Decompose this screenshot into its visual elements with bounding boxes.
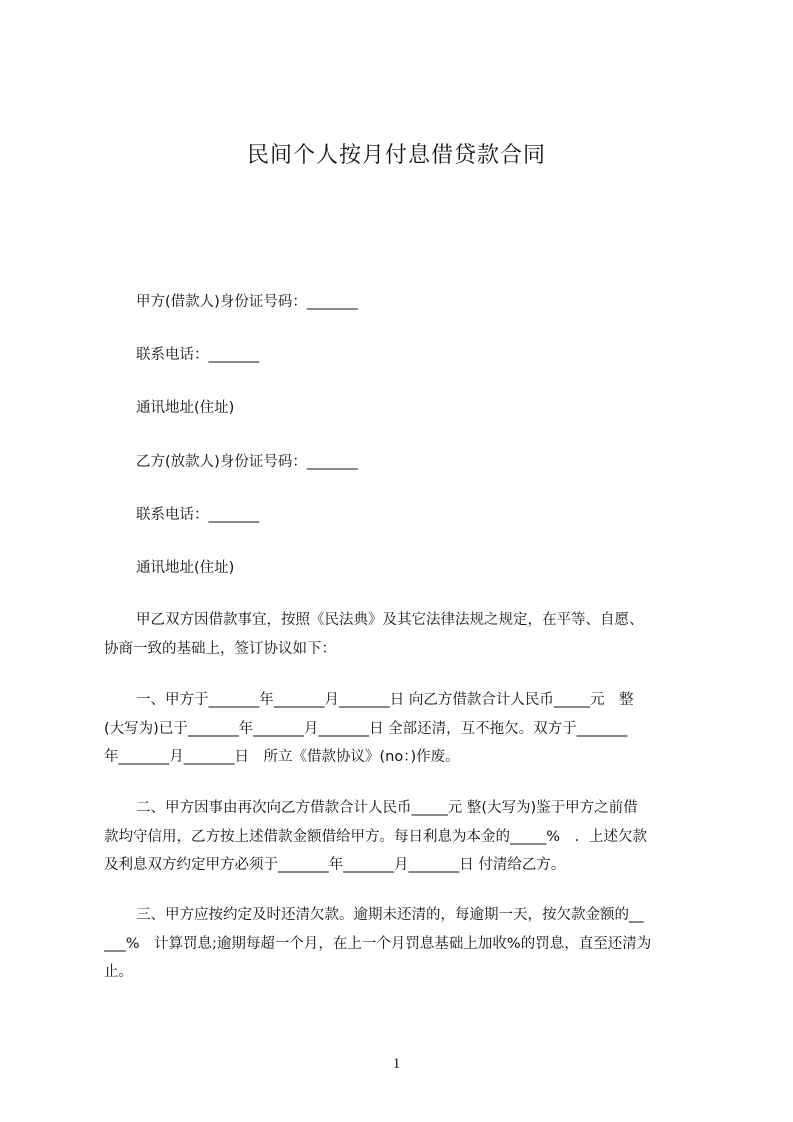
party-a-id-number: 甲方(借款人)身份证号码：_______ [136,294,358,310]
intro-line: 协商一致的基础上，签订协议如下： [104,640,336,657]
clause-2 [104,794,700,880]
clause-2-line: 款均守信用，乙方按上述借款金额借给甲方。每日利息为本金的_____% ．上述欠款 [104,828,648,845]
clause-1-line: 一、甲方于_______年_______月_______日 向乙方借款合计人民币_____元 整 [136,692,634,708]
party-b-address: 通讯地址(住址) [136,560,235,576]
party-a-phone: 联系电话：_______ [136,347,260,363]
clause-1 [104,686,700,772]
clause-3-line: ___% 计算罚息;逾期每超一个月，在上一个月罚息基础上加收%的罚息，直至还清为 [104,935,652,952]
document-title: 民间个人按月付息借贷款合同 [246,143,546,168]
party-b-id-number: 乙方(放款人)身份证号码：_______ [136,454,358,470]
clause-3 [104,901,700,987]
intro-paragraph [104,606,700,663]
page-number: 1 [392,1056,401,1072]
party-b-phone: 联系电话：_______ [136,507,260,523]
party-a-address: 通讯地址(住址) [136,400,235,416]
clause-2-line: 及利息双方约定甲方必须于_______年_______月_______日 付清给乙方。 [104,857,566,873]
intro-line: 甲乙双方因借款事宜，按照《民法典》及其它法律法规之规定，在平等、自愿、 [136,612,644,628]
clause-3-line: 三、甲方应按约定及时还清欠款。逾期未还清的，每逾期一天，按欠款金额的__ [136,907,644,923]
clause-1-line: 年_______月_______日 所立《借款协议》(no：)作废。 [104,749,460,765]
clause-2-line: 二、甲方因事由再次向乙方借款合计人民币_____元 整(大写为)鉴于甲方之前借 [136,800,638,816]
clause-1-line: (大写为)已于_______年_______月_______日 全部还清，互不拖欠。双方于_______ [104,720,628,737]
clause-3-line: 止。 [104,964,133,980]
